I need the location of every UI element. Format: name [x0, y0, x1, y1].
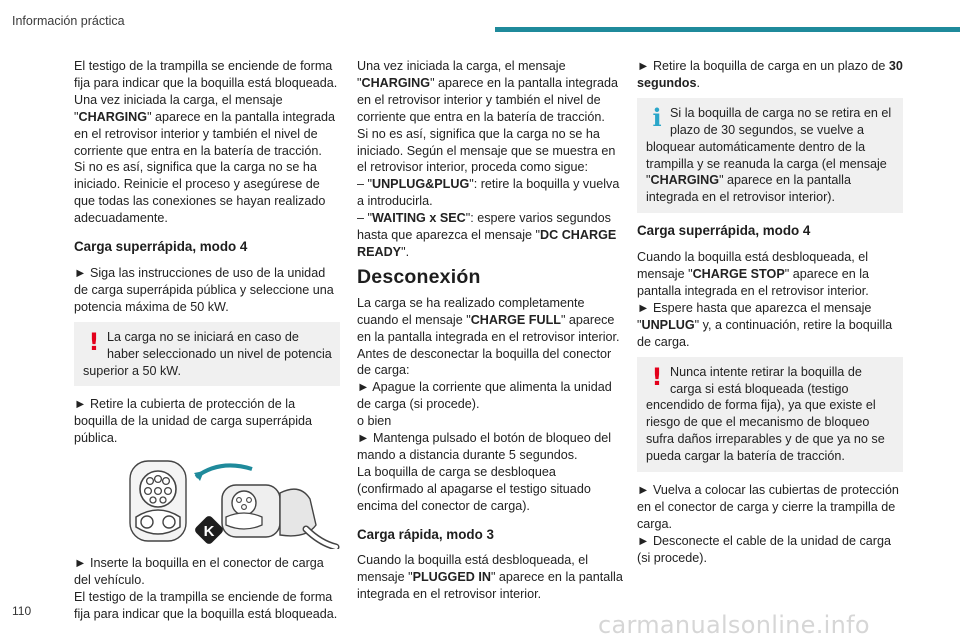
paragraph: El testigo de la trampilla se enciende de forma fija para indicar que la boquilla está bloqueada. Una vez iniciada la carga, el mensaje "CHARGING" aparece en la pantalla integrada en el retrovisor interior y también el nivel de corriente que entra en la batería de tracción.	[74, 59, 338, 158]
paragraph: El testigo de la trampilla se enciende de forma fija para indicar que la boquilla está bloqueada.	[74, 589, 338, 621]
vehicle-socket-icon	[130, 461, 186, 541]
heading-mode4: Carga superrápida, modo 4	[637, 223, 811, 239]
paragraph: Si no es así, significa que la carga no se ha iniciado. Reinicie el proceso y asegúrese de que todas las conexiones se hayan realizado adecuadamente.	[74, 160, 326, 226]
paragraph: o bien	[357, 414, 392, 429]
info-icon: i	[652, 102, 662, 132]
warning-icon: !	[88, 327, 100, 356]
heading-mode3: Carga rápida, modo 3	[357, 526, 494, 542]
header-accent-bar	[495, 27, 960, 32]
step: ► Apague la corriente que alimenta la unidad de carga (si procede).	[357, 380, 612, 412]
warning-text: La carga no se iniciará en caso de haber seleccionado un nivel de potencia superior a 50 kW.	[83, 329, 332, 378]
paragraph: Antes de desconectar la boquilla del conector de carga:	[357, 346, 612, 378]
column-2	[357, 58, 625, 603]
insert-arrow-icon	[196, 466, 252, 478]
charging-plug-icon	[222, 485, 336, 547]
svg-text:K: K	[203, 523, 215, 541]
column-3	[637, 58, 903, 567]
step: ► Siga las instrucciones de uso de la unidad de carga superrápida pública y seleccione una potencia máxima de 50 kW.	[74, 265, 334, 314]
paragraph: La carga se ha realizado completamente cuando el mensaje "CHARGE FULL" aparece en la pantalla integrada en el retrovisor interior.	[357, 295, 620, 344]
step: ► Vuelva a colocar las cubiertas de protección en el conector de carga y cierre la trampilla de carga.	[637, 483, 899, 531]
warning-icon: !	[651, 362, 663, 391]
paragraph: Cuando la boquilla está desbloqueada, el mensaje "CHARGE STOP" aparece en la pantalla integrada en el retrovisor interior.	[637, 250, 870, 298]
info-text: Si la boquilla de carga no se retira en el plazo de 30 segundos, se vuelve a bloquear automáticamente dentro de la trampilla y se reanuda la carga (el mensaje "CHARGING" aparece en la pantalla integrada en el retrovisor interior).	[646, 105, 892, 205]
info-box	[637, 98, 903, 213]
heading-mode4: Carga superrápida, modo 4	[74, 239, 248, 255]
section-title: Información práctica	[12, 14, 125, 28]
paragraph: Si no es así, significa que la carga no se ha iniciado. Según el mensaje que se muestra en el retrovisor interior, proceda como sigue:	[357, 126, 616, 175]
dash-item: – "WAITING x SEC": espere varios segundos hasta que aparezca el mensaje "DC CHARGE READY".	[357, 211, 617, 259]
charging-connector-illustration	[74, 457, 340, 549]
warning-text: Nunca intente retirar la boquilla de carga si está bloqueada (testigo encendido de forma fija), ya que existe el riesgo de que el mecanismo de bloqueo sufra daños irreparables y de que ya no se pueda cargar la batería de tracción.	[646, 364, 885, 464]
step: ► Espere hasta que aparezca el mensaje "UNPLUG" y, a continuación, retire la boquilla de carga.	[637, 300, 893, 349]
step: ► Retire la cubierta de protección de la boquilla de la unidad de carga superrápida pública.	[74, 397, 313, 446]
warning-box	[74, 322, 340, 387]
step: ► Mantenga pulsado el botón de bloqueo del mando a distancia durante 5 segundos.	[357, 431, 612, 462]
paragraph: Una vez iniciada la carga, el mensaje "CHARGING" aparece en la pantalla integrada en el retrovisor interior y también el nivel de corriente que entra en la batería de tracción.	[357, 59, 618, 124]
step: ► Retire la boquilla de carga en un plazo de 30 segundos.	[637, 59, 903, 90]
figure-label-k	[193, 515, 224, 546]
paragraph: La boquilla de carga se desbloquea (confirmado al apagarse el testigo situado encima del conector de carga).	[357, 464, 591, 513]
paragraph: Cuando la boquilla está desbloqueada, el mensaje "PLUGGED IN" aparece en la pantalla integrada en el retrovisor interior.	[357, 553, 623, 602]
step: ► Inserte la boquilla en el conector de carga del vehículo.	[74, 556, 324, 588]
heading-disconnection: Desconexión	[357, 265, 481, 288]
dash-item: – "UNPLUG&PLUG": retire la boquilla y vuelva a introducirla.	[357, 177, 620, 209]
column-1	[74, 58, 340, 623]
page-number: 110	[12, 604, 32, 618]
warning-box	[637, 357, 903, 472]
watermark: carmanualsonline.info	[598, 611, 870, 639]
step: ► Desconecte el cable de la unidad de carga (si procede).	[637, 533, 892, 565]
